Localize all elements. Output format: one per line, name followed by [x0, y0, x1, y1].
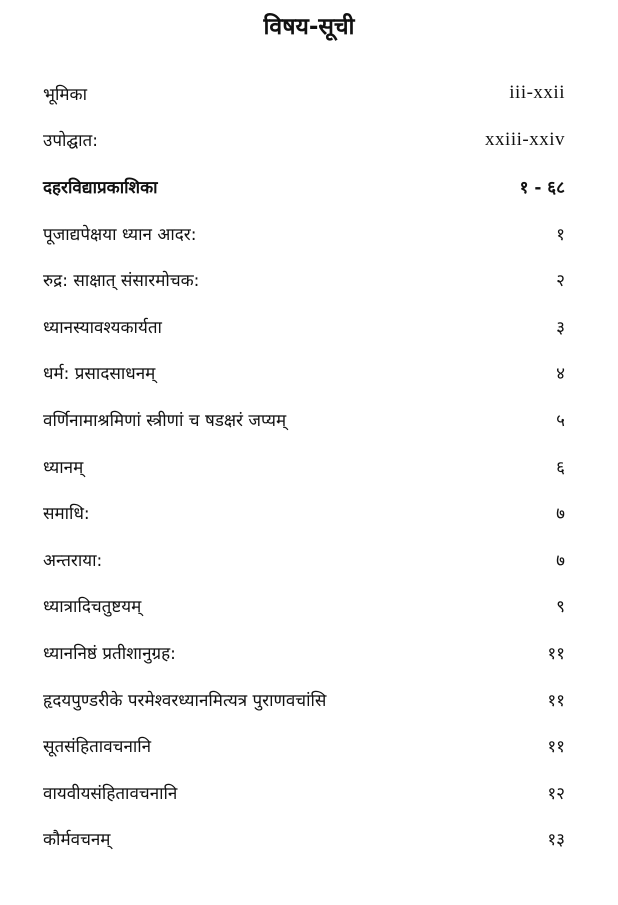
- toc-entry-title: उपोद्घात:: [43, 131, 98, 152]
- toc-entry: [43, 443, 565, 490]
- toc-entry-title: वायवीयसंहितावचनानि: [43, 783, 178, 804]
- toc-entry: [43, 489, 565, 536]
- toc-entry: [43, 210, 565, 257]
- toc-entry: [43, 303, 565, 350]
- toc-entry-title: सूतसंहितावचनानि: [43, 737, 152, 758]
- toc-entry-title: वर्णिनामाश्रमिणां स्त्रीणां च षडक्षरं जप्यम्: [43, 410, 287, 431]
- toc-entry-title: अन्तराया:: [43, 550, 103, 571]
- toc-entry: [43, 256, 565, 303]
- toc-entry-title: रुद्र: साक्षात् संसारमोचक:: [43, 271, 200, 292]
- toc-entry-title: ध्यात्रादिचतुष्टयम्: [43, 597, 142, 618]
- toc-entry-page-number: १३: [547, 830, 565, 851]
- toc-entry-page-number: ४: [556, 364, 565, 385]
- toc-entry-page-number: ११: [547, 643, 565, 664]
- table-of-contents: [43, 70, 565, 862]
- toc-entry-title: पूजाद्यपेक्षया ध्यान आदर:: [43, 224, 197, 245]
- toc-entry-page-number: ७: [556, 550, 565, 571]
- toc-entry-page-number: iii-xxii: [509, 82, 565, 104]
- toc-entry-page-number: १२: [547, 783, 565, 804]
- toc-entry-page-number: १: [556, 224, 565, 245]
- toc-entry: [43, 769, 565, 816]
- toc-entry-title: ध्याननिष्ठं प्रतीशानुग्रह:: [43, 643, 176, 664]
- toc-entry-page-number: ७: [556, 504, 565, 525]
- toc-entry-title: ध्यानस्यावश्यकार्यता: [43, 317, 162, 338]
- toc-entry-title: हृदयपुण्डरीके परमेश्वरध्यानमित्यत्र पुराणवचांसि: [43, 690, 327, 711]
- toc-entry-title: ध्यानम्: [43, 457, 84, 478]
- toc-entry-title: धर्म: प्रसादसाधनम्: [43, 364, 156, 385]
- toc-entry-title: भूमिका: [43, 84, 87, 105]
- toc-entry: [43, 816, 565, 863]
- toc-entry: [43, 117, 565, 164]
- toc-entry-page-number: १ - ६८: [519, 177, 565, 198]
- toc-entry-page-number: ६: [556, 457, 565, 478]
- toc-entry-page-number: २: [556, 271, 565, 292]
- toc-entry: [43, 722, 565, 769]
- toc-entry-page-number: ५: [556, 410, 565, 431]
- toc-entry: [43, 583, 565, 630]
- toc-entry-page-number: xxiii-xxiv: [485, 128, 565, 150]
- toc-entry-title: कौर्मवचनम्: [43, 830, 111, 851]
- toc-entry-title: समाधि:: [43, 504, 90, 525]
- toc-entry-page-number: ३: [556, 317, 565, 338]
- toc-entry-page-number: ९: [556, 597, 565, 618]
- toc-entry-title: दहरविद्याप्रकाशिका: [43, 177, 158, 198]
- toc-entry: [43, 350, 565, 397]
- toc-entry-page-number: ११: [547, 737, 565, 758]
- toc-entry: [43, 70, 565, 117]
- toc-entry: [43, 163, 565, 210]
- toc-entry: [43, 676, 565, 723]
- toc-entry-page-number: ११: [547, 690, 565, 711]
- toc-entry: [43, 629, 565, 676]
- toc-entry: [43, 396, 565, 443]
- page-title: विषय-सूची: [263, 14, 355, 40]
- toc-entry: [43, 536, 565, 583]
